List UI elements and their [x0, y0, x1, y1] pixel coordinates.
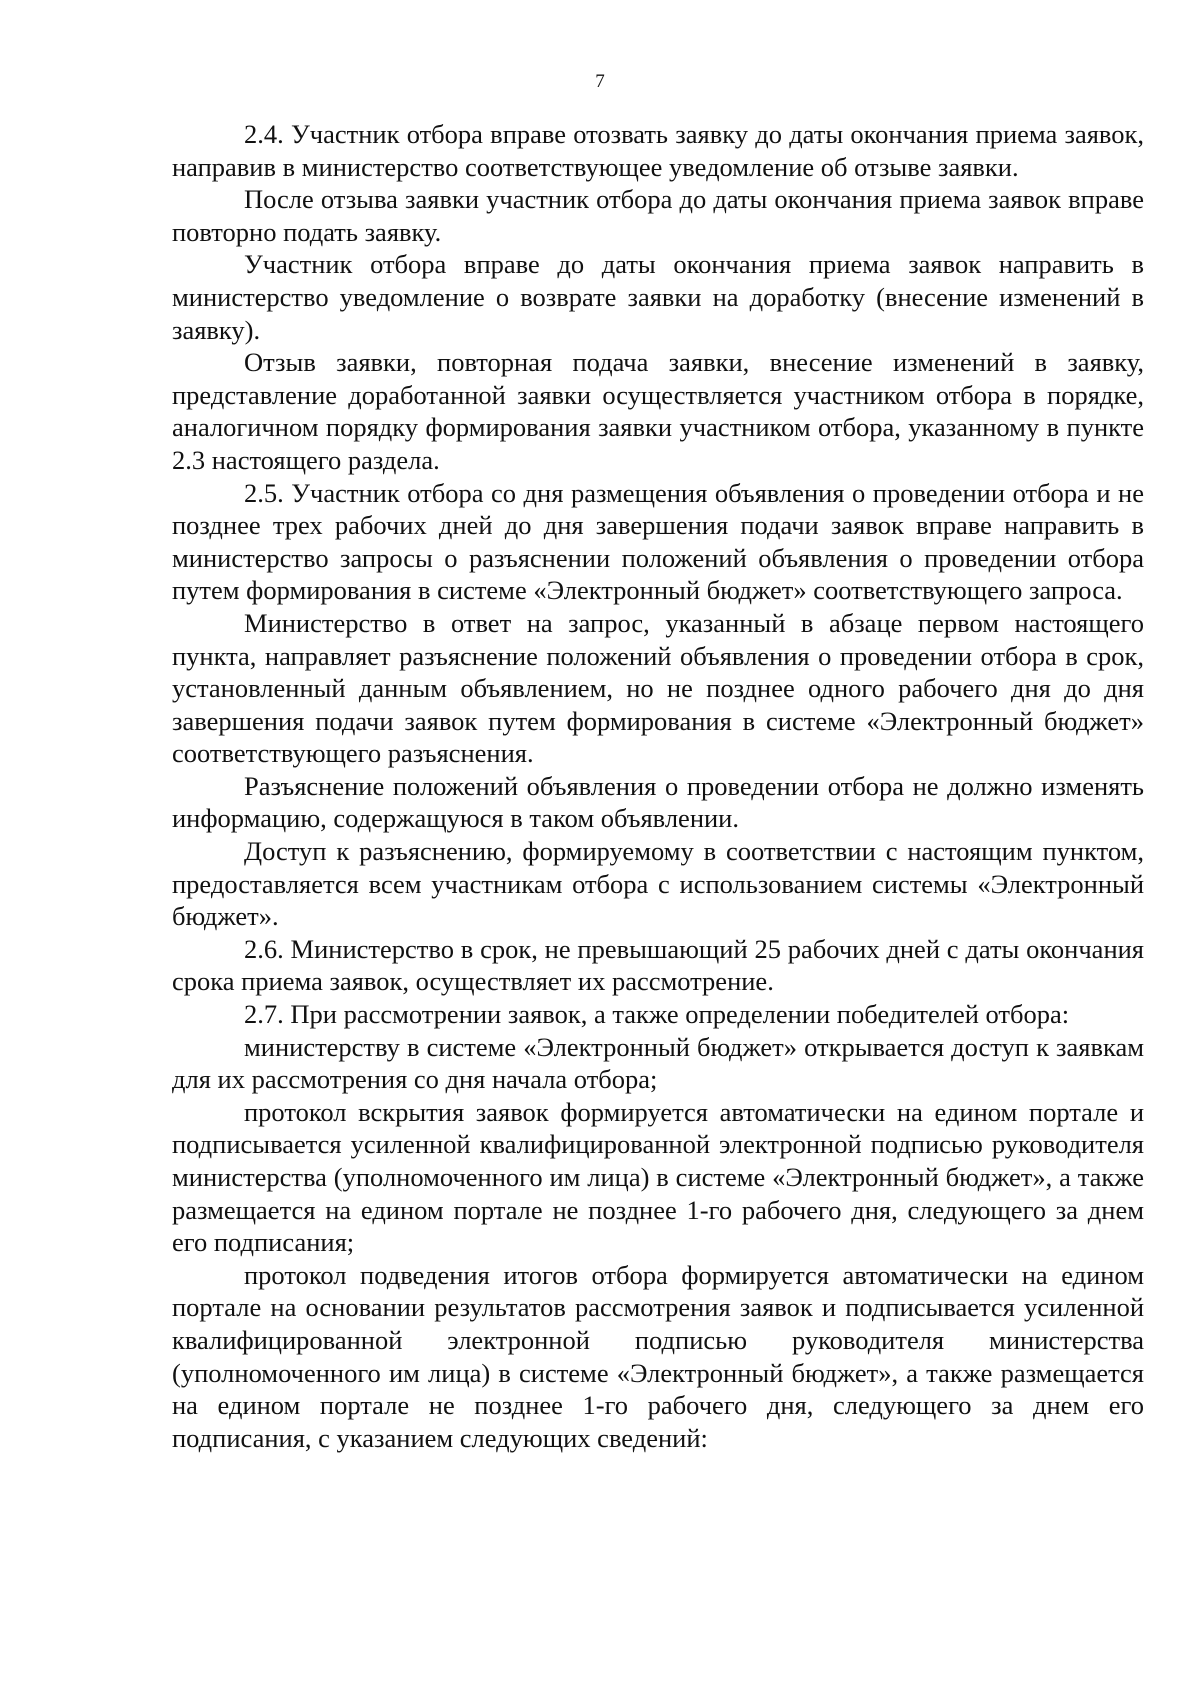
paragraph-ministry-response: Министерство в ответ на запрос, указанный в абзаце первом настоящего пункта, направляет разъяснение положений объявления о проведении отбора в срок, установленный данным объявлением, но не позднее одного рабочего дня до дня завершения подачи заявок путем формирования в системе «Электронный бюджет» соответствующего разъяснения.	[172, 607, 1144, 769]
paragraph-return-for-revision: Участник отбора вправе до даты окончания приема заявок направить в министерство уведомление о возврате заявки на доработку (внесение изменений в заявку).	[172, 249, 1144, 345]
paragraph-withdrawal-procedure: Отзыв заявки, повторная подача заявки, внесение изменений в заявку, представление доработанной заявки осуществляется участником отбора в порядке, аналогичном порядку формирования заявки участником отбора, указанному в пункте 2.3 настоящего раздела.	[172, 347, 1144, 475]
paragraph-2-7: 2.7. При рассмотрении заявок, а также определении победителей отбора:	[244, 999, 1070, 1030]
paragraph-2-4: 2.4. Участник отбора вправе отозвать заявку до даты окончания приема заявок, направив в министерство соответствующее уведомление об отзыве заявки.	[172, 119, 1144, 182]
paragraph-results-protocol: протокол подведения итогов отбора формируется автоматически на едином портале на основании результатов рассмотрения заявок и подписывается усиленной квалифицированной электронной подписью руководителя министерства (уполномоченного им лица) в системе «Электронный бюджет», а также размещается на едином портале не позднее 1-го рабочего дня, следующего за днем его подписания, с указанием следующих сведений:	[172, 1259, 1144, 1453]
page-number: 7	[595, 71, 605, 92]
paragraph-clarification-limits: Разъяснение положений объявления о проведении отбора не должно изменять информацию, содержащуюся в таком объявлении.	[172, 770, 1144, 834]
paragraph-access-to-applications: министерству в системе «Электронный бюджет» открывается доступ к заявкам для их рассмотрения со дня начала отбора;	[172, 1031, 1144, 1095]
paragraph-resubmission: После отзыва заявки участник отбора до даты окончания приема заявок вправе повторно подать заявку.	[172, 184, 1144, 247]
paragraph-2-6: 2.6. Министерство в срок, не превышающий 25 рабочих дней с даты окончания срока приема заявок, осуществляет их рассмотрение.	[172, 933, 1144, 997]
paragraph-opening-protocol: протокол вскрытия заявок формируется автоматически на едином портале и подписывается усиленной квалифицированной электронной подписью руководителя министерства (уполномоченного им лица) в системе «Электронный бюджет», а также размещается на едином портале не позднее 1-го рабочего дня, следующего за днем его подписания;	[172, 1096, 1144, 1258]
paragraph-clarification-access: Доступ к разъяснению, формируемому в соответствии с настоящим пунктом, предоставляется всем участникам отбора с использованием системы «Электронный бюджет».	[172, 836, 1144, 932]
document-body	[172, 118, 1144, 1454]
paragraph-2-5: 2.5. Участник отбора со дня размещения объявления о проведении отбора и не позднее трех рабочих дней до дня завершения подачи заявок вправе направить в министерство запросы о разъяснении положений объявления о проведении отбора путем формирования в системе «Электронный бюджет» соответствующего запроса.	[172, 477, 1144, 606]
